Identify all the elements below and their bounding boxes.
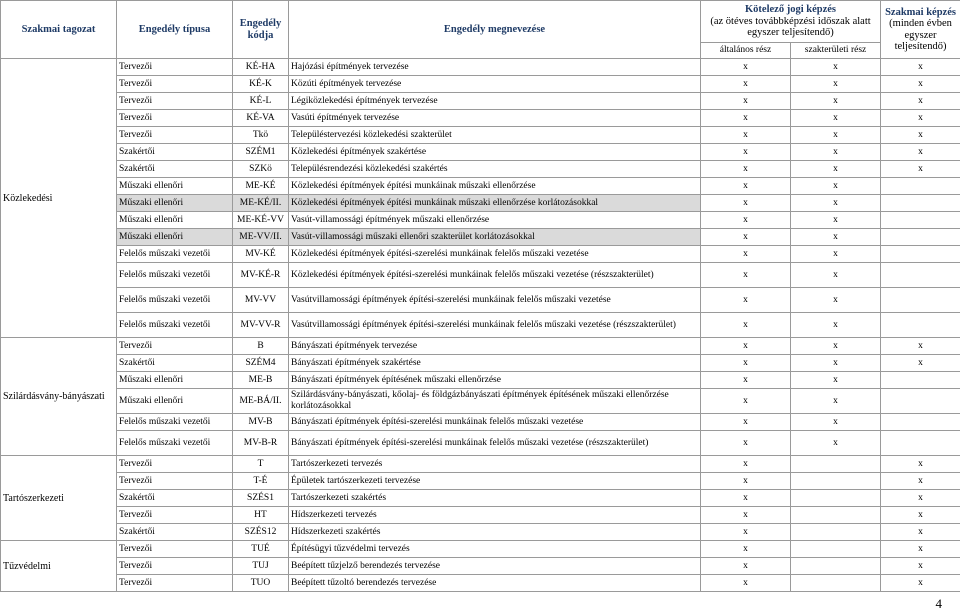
special-mark: x (791, 144, 881, 161)
license-name: Vasútvillamossági építmények építési-szerelési munkáinak felelős műszaki vezetése (289, 288, 701, 313)
license-name: Hídszerkezeti tervezés (289, 507, 701, 524)
prof-mark: x (881, 558, 960, 575)
special-mark: x (791, 263, 881, 288)
general-mark: x (701, 456, 791, 473)
license-type: Tervezői (117, 541, 233, 558)
license-name: Tartószerkezeti tervezés (289, 456, 701, 473)
page-number: 4 (935, 596, 942, 611)
license-type: Műszaki ellenőri (117, 178, 233, 195)
license-name: Beépített tűzoltó berendezés tervezése (289, 575, 701, 592)
special-mark: x (791, 389, 881, 414)
group-name: Közlekedési (1, 59, 117, 338)
license-type: Felelős műszaki vezetői (117, 313, 233, 338)
table-row (1, 558, 960, 575)
table-row (1, 178, 960, 195)
header-mandatory-sub: (az ötéves továbbképzési időszak alatt egyszer teljesítendő) (710, 15, 871, 39)
license-code: TUJ (233, 558, 289, 575)
prof-mark: x (881, 338, 960, 355)
license-code: ME-BÁ/II. (233, 389, 289, 414)
table-row (1, 456, 960, 473)
special-mark (791, 558, 881, 575)
license-name: Bányászati építmények tervezése (289, 338, 701, 355)
prof-mark: x (881, 110, 960, 127)
table-row (1, 212, 960, 229)
license-name: Közlekedési építmények építési-szerelési munkáinak felelős műszaki vezetése (részszakterület) (289, 263, 701, 288)
license-name: Vasút-villamossági építmények műszaki ellenőrzése (289, 212, 701, 229)
general-mark: x (701, 144, 791, 161)
general-mark: x (701, 195, 791, 212)
general-mark: x (701, 355, 791, 372)
license-type: Tervezői (117, 575, 233, 592)
license-code: HT (233, 507, 289, 524)
special-mark: x (791, 431, 881, 456)
license-code: SZÉS12 (233, 524, 289, 541)
license-name: Épületek tartószerkezeti tervezése (289, 473, 701, 490)
general-mark: x (701, 76, 791, 93)
table-row (1, 389, 960, 414)
special-mark: x (791, 161, 881, 178)
header-mandatory-title: Kötelező jogi képzés (745, 4, 836, 16)
prof-mark (881, 246, 960, 263)
table-row (1, 263, 960, 288)
license-name: Vasútvillamossági építmények építési-szerelési munkáinak felelős műszaki vezetése (részszakterület) (289, 313, 701, 338)
general-mark: x (701, 313, 791, 338)
license-type: Felelős műszaki vezetői (117, 246, 233, 263)
general-mark: x (701, 161, 791, 178)
license-code: MV-VV (233, 288, 289, 313)
general-mark: x (701, 431, 791, 456)
special-mark (791, 541, 881, 558)
header-prof (881, 1, 960, 59)
license-type: Műszaki ellenőri (117, 229, 233, 246)
license-type: Műszaki ellenőri (117, 195, 233, 212)
license-type: Tervezői (117, 110, 233, 127)
header-name: Engedély megnevezése (289, 1, 701, 59)
table-row (1, 59, 960, 76)
special-mark: x (791, 246, 881, 263)
table-row (1, 490, 960, 507)
prof-mark (881, 431, 960, 456)
general-mark: x (701, 372, 791, 389)
special-mark: x (791, 93, 881, 110)
license-type: Tervezői (117, 127, 233, 144)
special-mark: x (791, 288, 881, 313)
license-type: Szakértői (117, 524, 233, 541)
license-code: KÉ-HA (233, 59, 289, 76)
license-code: MV-KÉ (233, 246, 289, 263)
special-mark: x (791, 338, 881, 355)
table-row (1, 93, 960, 110)
table-row (1, 524, 960, 541)
general-mark: x (701, 473, 791, 490)
special-mark: x (791, 127, 881, 144)
general-mark: x (701, 490, 791, 507)
special-mark: x (791, 76, 881, 93)
license-name: Közlekedési építmények építési munkáinak műszaki ellenőrzése korlátozásokkal (289, 195, 701, 212)
license-code: KÉ-K (233, 76, 289, 93)
license-code: MV-B (233, 414, 289, 431)
group-name: Szilárdásvány-bányászati (1, 338, 117, 456)
license-name: Közúti építmények tervezése (289, 76, 701, 93)
special-mark: x (791, 178, 881, 195)
prof-mark: x (881, 144, 960, 161)
license-name: Közlekedési építmények szakértése (289, 144, 701, 161)
license-name: Bányászati építmények szakértése (289, 355, 701, 372)
prof-mark (881, 414, 960, 431)
general-mark: x (701, 229, 791, 246)
license-name: Bányászati építmények építési-szerelési munkáinak felelős műszaki vezetése (289, 414, 701, 431)
license-type: Felelős műszaki vezetői (117, 263, 233, 288)
license-type: Tervezői (117, 507, 233, 524)
license-type: Tervezői (117, 76, 233, 93)
license-name: Közlekedési építmények építési munkáinak műszaki ellenőrzése (289, 178, 701, 195)
license-name: Vasút-villamossági műszaki ellenőri szakterület korlátozásokkal (289, 229, 701, 246)
prof-mark (881, 389, 960, 414)
general-mark: x (701, 507, 791, 524)
license-type: Tervezői (117, 59, 233, 76)
table-row (1, 161, 960, 178)
prof-mark: x (881, 473, 960, 490)
special-mark (791, 524, 881, 541)
special-mark (791, 507, 881, 524)
prof-mark: x (881, 507, 960, 524)
license-type: Műszaki ellenőri (117, 372, 233, 389)
license-code: ME-B (233, 372, 289, 389)
license-type: Tervezői (117, 338, 233, 355)
license-type: Felelős műszaki vezetői (117, 414, 233, 431)
license-name: Településrendezési közlekedési szakértés (289, 161, 701, 178)
table-row (1, 195, 960, 212)
table-row (1, 313, 960, 338)
header-group: Szakmai tagozat (1, 1, 117, 59)
prof-mark (881, 372, 960, 389)
table-row (1, 338, 960, 355)
prof-mark: x (881, 93, 960, 110)
license-code: ME-VV/II. (233, 229, 289, 246)
license-code: KÉ-VA (233, 110, 289, 127)
license-code: T-É (233, 473, 289, 490)
group-name: Tűzvédelmi (1, 541, 117, 592)
special-mark: x (791, 229, 881, 246)
license-type: Tervezői (117, 473, 233, 490)
header-type: Engedély típusa (117, 1, 233, 59)
prof-mark: x (881, 575, 960, 592)
group-name: Tartószerkezeti (1, 456, 117, 541)
license-type: Műszaki ellenőri (117, 212, 233, 229)
license-name: Közlekedési építmények építési-szerelési munkáinak felelős műszaki vezetése (289, 246, 701, 263)
table-row (1, 372, 960, 389)
license-name: Vasúti építmények tervezése (289, 110, 701, 127)
special-mark (791, 575, 881, 592)
prof-mark (881, 263, 960, 288)
prof-mark: x (881, 161, 960, 178)
special-mark: x (791, 414, 881, 431)
license-name: Bányászati építmények építési-szerelési munkáinak felelős műszaki vezetése (részszakterület) (289, 431, 701, 456)
license-type: Műszaki ellenőri (117, 389, 233, 414)
general-mark: x (701, 127, 791, 144)
license-code: TUO (233, 575, 289, 592)
table-row (1, 507, 960, 524)
prof-mark (881, 229, 960, 246)
header-prof-title: Szakmai képzés (885, 6, 956, 18)
license-type: Szakértői (117, 161, 233, 178)
license-name: Szilárdásvány-bányászati, kőolaj- és földgázbányászati építmények építésének műszaki ellenőrzése korlátozásokkal (289, 389, 701, 414)
license-type: Tervezői (117, 558, 233, 575)
license-name: Beépített tűzjelző berendezés tervezése (289, 558, 701, 575)
special-mark: x (791, 372, 881, 389)
prof-mark (881, 212, 960, 229)
general-mark: x (701, 575, 791, 592)
prof-mark (881, 178, 960, 195)
license-code: ME-KÉ (233, 178, 289, 195)
general-mark: x (701, 541, 791, 558)
general-mark: x (701, 389, 791, 414)
license-code: SZÉM4 (233, 355, 289, 372)
license-code: B (233, 338, 289, 355)
prof-mark (881, 288, 960, 313)
general-mark: x (701, 414, 791, 431)
general-mark: x (701, 246, 791, 263)
table-row (1, 127, 960, 144)
license-code: SZKö (233, 161, 289, 178)
license-name: Légiközlekedési építmények tervezése (289, 93, 701, 110)
license-type: Szakértői (117, 490, 233, 507)
header-prof-sub: (minden évben egyszer teljesítendő) (889, 18, 952, 52)
license-name: Településtervezési közlekedési szakterület (289, 127, 701, 144)
table-row (1, 431, 960, 456)
special-mark (791, 456, 881, 473)
special-mark (791, 473, 881, 490)
prof-mark: x (881, 524, 960, 541)
general-mark: x (701, 338, 791, 355)
license-code: SZÉS1 (233, 490, 289, 507)
prof-mark: x (881, 127, 960, 144)
general-mark: x (701, 110, 791, 127)
license-name: Építésügyi tűzvédelmi tervezés (289, 541, 701, 558)
license-type: Felelős műszaki vezetői (117, 288, 233, 313)
special-mark: x (791, 195, 881, 212)
prof-mark: x (881, 541, 960, 558)
table-row (1, 229, 960, 246)
license-type: Tervezői (117, 456, 233, 473)
prof-mark: x (881, 456, 960, 473)
general-mark: x (701, 558, 791, 575)
license-code: SZÉM1 (233, 144, 289, 161)
table-body (1, 59, 960, 592)
table-row (1, 575, 960, 592)
prof-mark (881, 195, 960, 212)
header-general: általános rész (701, 43, 791, 59)
special-mark (791, 490, 881, 507)
special-mark: x (791, 110, 881, 127)
license-code: T (233, 456, 289, 473)
license-name: Hajózási építmények tervezése (289, 59, 701, 76)
license-type: Tervezői (117, 93, 233, 110)
license-name: Bányászati építmények építésének műszaki ellenőrzése (289, 372, 701, 389)
header-special: szakterületi rész (791, 43, 881, 59)
table-row (1, 355, 960, 372)
prof-mark: x (881, 490, 960, 507)
general-mark: x (701, 212, 791, 229)
license-code: Tkö (233, 127, 289, 144)
table-row (1, 110, 960, 127)
license-type: Szakértői (117, 144, 233, 161)
general-mark: x (701, 524, 791, 541)
license-code: MV-VV-R (233, 313, 289, 338)
special-mark: x (791, 313, 881, 338)
table-row (1, 76, 960, 93)
general-mark: x (701, 178, 791, 195)
prof-mark: x (881, 76, 960, 93)
table-row (1, 246, 960, 263)
license-type: Felelős műszaki vezetői (117, 431, 233, 456)
license-code: ME-KÉ/II. (233, 195, 289, 212)
general-mark: x (701, 93, 791, 110)
license-code: MV-B-R (233, 431, 289, 456)
license-name: Hídszerkezeti szakértés (289, 524, 701, 541)
license-code: KÉ-L (233, 93, 289, 110)
license-code: ME-KÉ-VV (233, 212, 289, 229)
special-mark: x (791, 355, 881, 372)
license-type: Szakértői (117, 355, 233, 372)
special-mark: x (791, 212, 881, 229)
table-row (1, 414, 960, 431)
table-row (1, 541, 960, 558)
prof-mark: x (881, 59, 960, 76)
license-code: MV-KÉ-R (233, 263, 289, 288)
prof-mark: x (881, 355, 960, 372)
license-code: TUÉ (233, 541, 289, 558)
header-code: Engedély kódja (233, 1, 289, 59)
general-mark: x (701, 59, 791, 76)
license-name: Tartószerkezeti szakértés (289, 490, 701, 507)
table-row (1, 144, 960, 161)
prof-mark (881, 313, 960, 338)
general-mark: x (701, 288, 791, 313)
header-mandatory (701, 1, 881, 43)
table-row (1, 473, 960, 490)
table-row (1, 288, 960, 313)
special-mark: x (791, 59, 881, 76)
general-mark: x (701, 263, 791, 288)
